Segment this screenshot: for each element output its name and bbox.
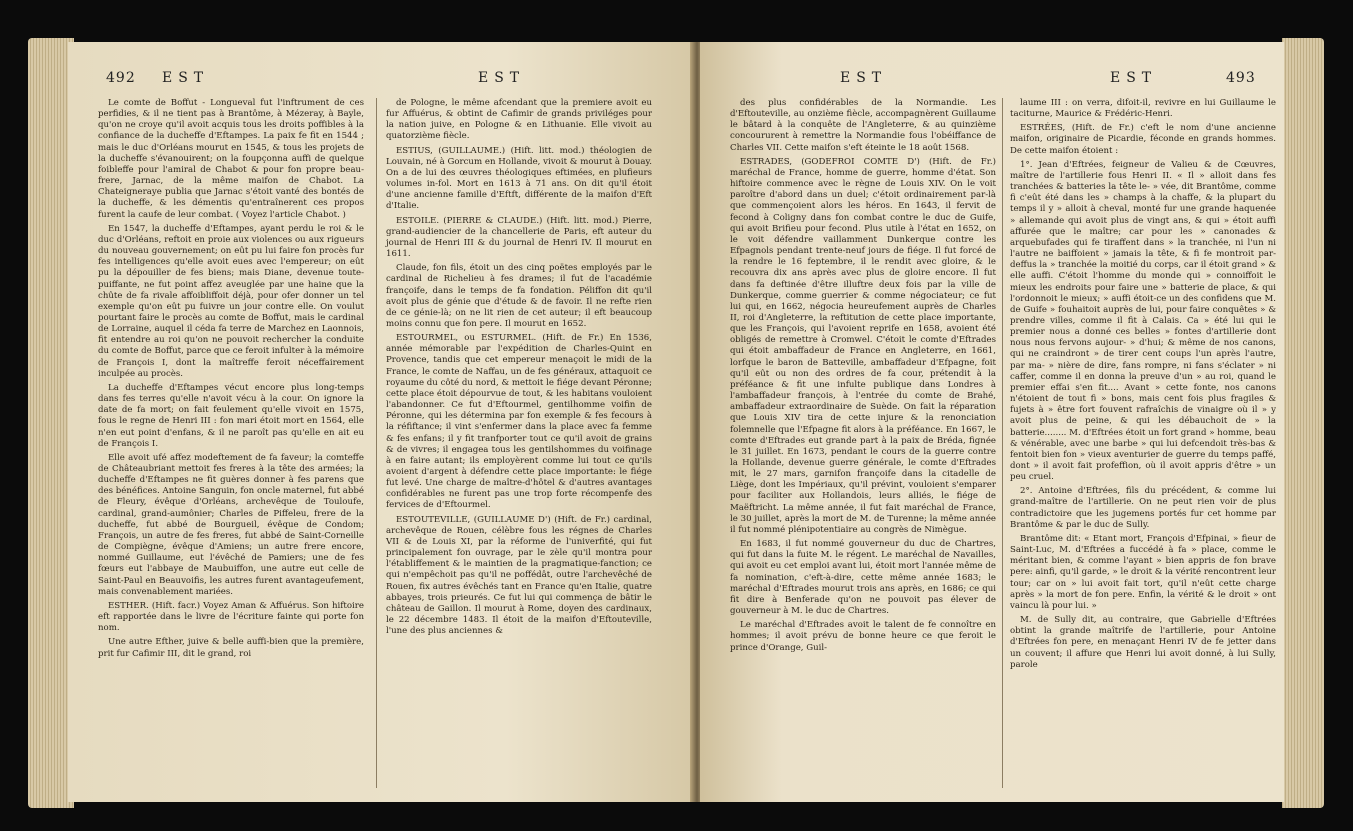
paragraph: ESTOURMEL, ou ESTURMEL. (Hift. de Fr.) En 1536, année mémorable par l'expédition de Charles-Quint en Provence, tandis que cet empereur menaçoit le midi de la France, le comte de Naffau, un de fes généraux, attaquoit ce royaume du côté du nord, & mettoit le fiége devant Péronne; cette place étoit dépourvue de tout, & les habitans vouloient l'abandonner. Ce fut d'Eftourmel, gentilhomme voifin de Péronne, qui les détermina par fon exemple & fes fecours à la réfiftance; il vint s'enfermer dans la place avec fa femme & fes enfans; il y fit tranfporter tout ce qu'il avoit de grains & de vivres; il engagea tous les gentilshommes du voifinage à en faire autant; ils employèrent comme lui tout ce qu'ils avoient d'argent à défendre cette place importante: le fiége fut levé. Une charge de maître-d'hôtel & d'autres avantages confidérables ne furent pas une trop forte récompenfe des fervices de d'Eftourmel. xyxy=(386,333,652,511)
paragraph: Le comte de Boffut - Longueval fut l'inftrument de ces perfidies, & il ne tient pas à Brantôme, à Mézeray, à Bayle, qu'on ne croye qu'il avoit acquis tous les droits poffibles à la confiance de la ducheffe d'Eftampes. La paix fe fit en 1544 ; mais le duc d'Orléans mourut en 1545, & tous les projets de la ducheffe s'évanouirent; on la foupçonna auffi de quelque foibleffe pour l'amiral de Chabot & pour fon propre beau-frere, Jarnac, de la même maifon de Chabot. La Chateigneraye publia que Jarnac s'étoit vanté des bontés de la ducheffe, & les démentis qu'entraînerent ces propos furent la caufe de leur combat. ( Voyez l'article Chabot. ) xyxy=(98,98,364,220)
paragraph: Claude, fon fils, étoit un des cinq poëtes employés par le cardinal de Richelieu à fes drames; il fut de l'académie françoife, dans le temps de fa fondation. Péliffon dit qu'il avoit plus de génie que d'étude & de favoir. Il ne refte rien de ce génie-là; on ne lit rien de cet auteur; il eft beaucoup moins connu que fon pere. Il mourut en 1652. xyxy=(386,263,652,329)
paragraph: ESTRADES, (GODEFROI COMTE D') (Hift. de Fr.) maréchal de France, homme de guerre, homme d'état. Son hiftoire commence avec le règne de Louis XIV. On le voit paroître d'abord dans un duel; c'étoit ordinairement par-là que commençoient alors les héros. En 1643, il fervit de fecond à Coligny dans fon combat contre le duc de Guife, qui avoit Brifieu pour fecond. Plus utile à l'état en 1652, on le voit défendre vaillamment Dunkerque contre les Efpagnols pendant trente-neuf jours de fiége. Il fut forcé de la rendre le 16 feptembre, il le rendit avec gloire, & le recouvra dix ans après avec plus de gloire encore. Il fut dans fa deftinée d'être illuftre deux fois par la ville de Dunkerque, comme guerrier & comme négociateur; ce fut lui qui, en 1662, négocia heureufement auprès de Charles II, roi d'Angleterre, la reftitution de cette place importante, que les François, qui l'avoient reprife en 1658, avoient été obligés de remettre à Cromwel. C'étoit le comte d'Eftrades qui étoit ambaffadeur de France en Angleterre, en 1661, lorfque le baron de Batteville, ambaffadeur d'Efpagne, foit qu'il eût ou non des ordres de fa cour, prétendit à la préféance & fit une infulte publique dans Londres à l'ambaffadeur françois, à l'entrée du comte de Brahé, ambaffadeur extraordinaire de Suède. On fait la réparation que Louis XIV tira de cette injure & la renonciation folemnelle que l'Efpagne fit alors à la préféance. En 1667, le comte d'Eftrades eut grande part à la paix de Bréda, fignée le 31 juillet. En 1673, pendant le cours de la guerre contre la Hollande, devenue guerre générale, le comte d'Eftrades mit, le 27 mars, garnifon françoife dans la citadelle de Liège, dont les Impériaux, qu'il prévint, vouloient s'emparer pour faciliter aux Hollandois, leurs alliés, le fiége de Maëftricht. La même année, il fut fait maréchal de France, le 30 juillet, après la mort de M. de Turenne; la même année il fut nommé plénipotentiaire au congrès de Nimègue. xyxy=(730,156,996,535)
right-page-edges xyxy=(1282,38,1324,808)
running-head-left: EST xyxy=(162,70,210,86)
text-column-2 xyxy=(1010,98,1276,674)
paragraph: Brantôme dit: « Etant mort, François d'Efpinai, » fieur de Saint-Luc, M. d'Eftrées a fuccédé à fa » place, comme le méritant bien, & comme l'ayant » bien appris de fon brave pere: ainfi, qu'il garde, » le droit & la vérité rencontrent leur tour; car on » lui avoit fait tort, qu'il n'eût cette charge après » la mort de fon pere. Enfin, la vérité & le droit » ont vaincu là pour lui. » xyxy=(1010,533,1276,611)
paragraph: laume III : on verra, difoit-il, revivre en lui Guillaume le taciturne, Maurice & Frédéric-Henri. xyxy=(1010,98,1276,120)
right-page-header xyxy=(700,70,1284,90)
paragraph: En 1683, il fut nommé gouverneur du duc de Chartres, qui fut dans la fuite M. le régent. Le maréchal de Navailles, qui avoit eu cet emploi avant lui, étoit mort l'année même de fa nomination, c'eft-à-dire, cette même année 1683; le maréchal d'Eftrades mourut trois ans après, en 1686; ce qui fit dire à Benferade qu'on ne pouvoit pas élever de gouverneur à M. le duc de Chartres. xyxy=(730,539,996,617)
running-head-right: EST xyxy=(478,70,526,86)
paragraph: des plus confidérables de la Normandie. Les d'Eftouteville, au onzième fiècle, accompagnèrent Guillaume le bâtard à la conquête de l'Angleterre, & au quinzième concoururent à remettre la Normandie fous l'obéiffance de Charles VII. Cette maifon s'eft éteinte le 18 août 1568. xyxy=(730,98,996,153)
right-page xyxy=(700,42,1284,802)
paragraph: de Pologne, le même afcendant que la premiere avoit eu fur Affuérus, & obtint de Cafimir de grands priviléges pour la nation juive, en Pologne & en Lithuanie. Elle vivoit au quatorzième fiècle. xyxy=(386,98,652,142)
left-page-header xyxy=(68,70,694,90)
paragraph: ESTHER. (Hift. facr.) Voyez Aman & Affuérus. Son hiftoire eft rapportée dans le livre de l'écriture fainte qui porte fon nom. xyxy=(98,600,364,634)
open-book xyxy=(28,20,1324,820)
paragraph: 1°. Jean d'Eftrées, feigneur de Valieu & de Cœuvres, maître de l'artillerie fous Henri II. « Il » alloit dans fes tranchées & batteries la tête le- » vée, dit Brantôme, comme fi c'eût été dans les » champs à la chaffe, & la plupart du temps il y » alloit à cheval, monté fur une grande haquenée » allemande qui avoit plus de vingt ans, & qui » étoit auffi affurée que le maître; car pour les » canonades & arquebufades qui fe tiraffent dans » la tranchée, ni l'un ni l'autre ne baiffoient » jamais la tête, & fi fe montroit par-deffus la » tranchée la moitié du corps, car il étoit grand » & elle auffi. C'étoit l'homme du monde qui » connoiffoit le mieux les endroits pour faire une » batterie de place, & qui l'ordonnoit le mieux; » auffi étoit-ce un des confidens que M. de Guife » fouhaitoit auprès de lui, pour faire conquêtes » & prendre villes, comme il fit à Calais. Ca » été lui qui le premier nous a donné ces belles » fontes d'artillerie dont nous nous fervons aujour- » d'hui; & même de nos canons, qui ne craindront » de tirer cent coups l'un après l'autre, par ma- » nière de dire, fans rompre, ni fans s'éclater » ni caffer, comme il en donna la preuve d'un » au roi, quand le premier effai s'en fit.... Avant » cette fonte, nos canons n'étoient de tout fi » bons, mais cent fois plus fragiles & fujets à » être fort fouvent rafraîchis de vinaigre où il » y avoit plus de peine, & qui les débauchoit de » la batterie........ M. d'Eftrées étoit un fort grand » homme, beau & vénérable, avec une barbe » qui lui defcendoit très-bas & fentoit bien fon » vieux aventurier de guerre du temps paffé, dont » il avoit fait profeffion, où il avoit appris d'être » un peu cruel. xyxy=(1010,159,1276,483)
column-rule xyxy=(376,98,377,788)
paragraph: Elle avoit ufé affez modeftement de fa faveur; la comteffe de Châteaubriant mettoit fes freres à la tête des armées; la ducheffe d'Eftampes ne fit guères donner à fes parens que des bénéfices. Antoine Sanguin, fon oncle maternel, fut abbé de Fleury, évêque d'Orléans, archevêque de Touloufe, cardinal, grand-aumônier; Charles de Piffeleu, frere de la ducheffe, fut abbé de Bourgueil, évêque de Condom; François, un autre de fes freres, fut abbé de Saint-Corneille de Compiègne, évêque d'Amiens; un autre frere encore, nommé Guillaume, eut l'évêché de Pamiers; une de fes fœurs eut l'abbaye de Maubuiffon, une autre eut celle de Saint-Paul en Beauvoifis, les autres furent avantageufement, mais convenablement mariées. xyxy=(98,452,364,597)
paragraph: ESTRÉES, (Hift. de Fr.) c'eft le nom d'une ancienne maifon, originaire de Picardie, féconde en grands hommes. De cette maifon étoient : xyxy=(1010,123,1276,156)
running-head-right: EST xyxy=(1110,70,1158,86)
paragraph: ESTOILE. (PIERRE & CLAUDE.) (Hift. litt. mod.) Pierre, grand-audiencier de la chancellerie de Paris, eft auteur du journal de Henri III & du journal de Henri IV. Il mourut en 1611. xyxy=(386,215,652,260)
paragraph: Le maréchal d'Eftrades avoit le talent de fe connoître en hommes; il avoit prévu de bonne heure ce que feroit le prince d'Orange, Guil- xyxy=(730,620,996,653)
column-rule xyxy=(1002,98,1003,788)
page-number: 492 xyxy=(106,70,136,86)
left-page xyxy=(68,42,694,802)
page-number: 493 xyxy=(1226,70,1256,86)
text-column-1 xyxy=(730,98,996,657)
paragraph: M. de Sully dit, au contraire, que Gabrielle d'Eftrées obtint la grande maîtrife de l'artillerie, pour Antoine d'Eftrées fon pere, en menaçant Henri IV de fe jetter dans un couvent; il affure que Henri lui avoit donné, à lui Sully, parole xyxy=(1010,615,1276,670)
text-column-1 xyxy=(98,98,364,663)
paragraph: ESTOUTEVILLE, (GUILLAUME D') (Hift. de Fr.) cardinal, archevêque de Rouen, célèbre fous les régnes de Charles VII & de Louis XI, par la réforme de l'univerfité, qui fut principalement fon ouvrage, par le zèle qu'il montra pour l'établiffement & le maintien de la pragmatique-fanction; ce qui n'empêchoit pas qu'il ne poffédât, outre l'archevêché de Rouen, fix autres évêchés tant en France qu'en Italie, quatre abbayes, trois prieurés. Ce fut lui qui commença de bâtir le château de Gaillon. Il mourut à Rome, doyen des cardinaux, le 22 décembre 1483. Il étoit de la maifon d'Eftouteville, l'une des plus anciennes & xyxy=(386,514,652,637)
running-head-left: EST xyxy=(840,70,888,86)
paragraph: Une autre Efther, juive & belle auffi-bien que la première, prit fur Cafimir III, dit le grand, roi xyxy=(98,637,364,659)
paragraph: En 1547, la ducheffe d'Eftampes, ayant perdu le roi & le duc d'Orléans, reftoit en proie aux violences ou aux rigueurs du nouveau gouvernement; on eût pu lui faire fon procès fur fes intelligences qu'elle avoit eues avec l'empereur; on eût pu la dépouiller de fes biens; mais Diane, devenue toute-puiffante, ne fut point affez aveuglée par une haine que la chûte de fa rivale affoibliffoit déjà, pour ofer donner un tel exemple qu'on eût pu fuivre un jour contre elle. On voulut pourtant faire le procès au comte de Boffut, mais le cardinal de Lorraine, auquel il céda fa terre de Marchez en Laonnois, fit entendre au roi qu'on ne pouvoit rechercher la conduite du comte de Boffut, parce que ce feroit infulter à la mémoire de François I, dont la maîtreffe feroit néceffairement inculpée au procès. xyxy=(98,223,364,379)
paragraph: ESTIUS, (GUILLAUME.) (Hift. litt. mod.) théologien de Louvain, né à Gorcum en Hollande, vivoit & mourut à Douay. On a de lui des œuvres théologiques eftimées, en plufieurs volumes in-fol. Mort en 1613 à 71 ans. On dit qu'il étoit d'une ancienne famille d'Eftft, différente de la maifon d'Eft d'Italie. xyxy=(386,145,652,212)
paragraph: La ducheffe d'Eftampes vécut encore plus long-temps dans fes terres qu'elle n'avoit vécu à la cour. On ignore la date de fa mort; on fait feulement qu'elle vivoit en 1575, fous le regne de Henri III : fon mari étoit mort en 1564, elle n'en eut point d'enfans, & il ne paroît pas qu'elle en ait eu de François I. xyxy=(98,382,364,449)
text-column-2 xyxy=(386,98,652,640)
paragraph: 2°. Antoine d'Eftrées, fils du précédent, & comme lui grand-maître de l'artillerie. On ne peut rien voir de plus contradictoire que les jugemens portés fur cet homme par Brantôme & par le duc de Sully. xyxy=(1010,486,1276,530)
